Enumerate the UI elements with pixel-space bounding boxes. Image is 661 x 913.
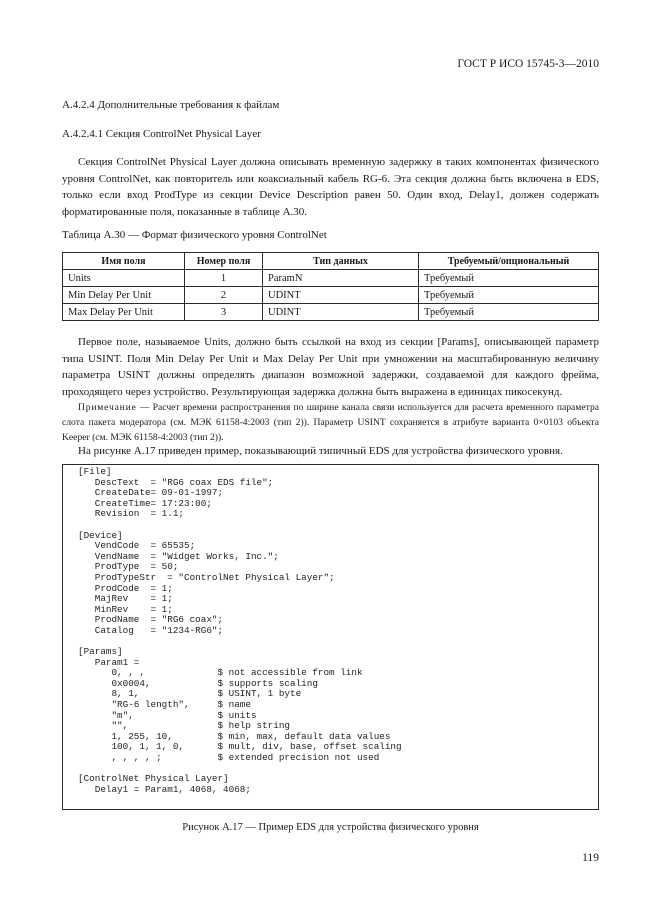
section-heading-a424: А.4.2.4 Дополнительные требования к файлам (62, 99, 280, 111)
table-row (63, 287, 599, 304)
code-line: Revision = 1.1; (78, 508, 185, 520)
section-heading-a4241: А.4.2.4.1 Секция ControlNet Physical Layer (62, 128, 261, 140)
code-line: 8, 1, $ USINT, 1 byte (78, 688, 302, 700)
table-cell: Требуемый (419, 270, 599, 287)
code-line: ProdType = 50; (78, 561, 179, 573)
table-caption: Таблица А.30 — Формат физического уровня ControlNet (62, 229, 327, 241)
code-line: 0x0004, $ supports scaling (78, 677, 318, 689)
code-line: ProdTypeStr = "ControlNet Physical Layer"; (78, 571, 335, 583)
column-header: Имя поля (63, 253, 185, 270)
table-cell: 2 (185, 287, 263, 304)
table-cell: Требуемый (419, 287, 599, 304)
running-header: ГОСТ Р ИСО 15745-3—2010 (457, 58, 599, 70)
table-row (63, 270, 599, 287)
format-table (62, 252, 599, 321)
column-header: Требуемый/опциональный (419, 253, 599, 270)
table-header-row (63, 253, 599, 270)
code-line: [ControlNet Physical Layer] (78, 773, 229, 785)
page-number: 119 (582, 852, 599, 864)
code-line: , , , , ; $ extended precision not used (78, 752, 380, 764)
paragraph-figure-ref: На рисунке А.17 приведен пример, показывающий типичный EDS для устройства физического уровня. (78, 445, 563, 457)
code-line: VendCode = 65535; (78, 540, 196, 552)
table-cell: Min Delay Per Unit (63, 287, 185, 304)
table-cell: Требуемый (419, 304, 599, 321)
paragraph-units: Первое поле, называемое Units, должно быть ссылкой на вход из секции [Params], описывающей параметр типа USINT. Поля Min Delay Per Unit и Max Delay Per Unit при умножении на масштабированную величину параметра USINT должны определять диапазон возможной задержки, создаваемой для каждого фрейма, проходящего через устройство. Результирующая задержка должна быть выражена в единицах пикосекунд. (62, 336, 599, 398)
figure-caption: Рисунок А.17 — Пример EDS для устройства физического уровня (182, 822, 479, 833)
note-label: Примечание (78, 402, 137, 413)
table-cell: Max Delay Per Unit (63, 304, 185, 321)
paragraph-physical-layer: Секция ControlNet Physical Layer должна описывать временную задержку в таких компонентах физического уровня ControlNet, как повторитель или коаксиальный кабель RG-6. Эта секция должна быть включена в EDS, только если вход ProdType из секции Device Description равен 50. Один вход, Delay1, должен содержать форматированные поля, показанные в таблице А.30. (62, 156, 599, 218)
code-line: CreateTime= 17:23:00; (78, 497, 212, 509)
code-line: ProdCode = 1; (78, 582, 173, 594)
code-line: 0, , , $ not accessible from link (78, 667, 363, 679)
note (62, 400, 599, 445)
code-line: 1, 255, 10, $ min, max, default data values (78, 730, 391, 742)
table-cell: UDINT (263, 287, 419, 304)
code-line: [Params] (78, 646, 123, 658)
code-listing (63, 465, 598, 795)
table-cell: 1 (185, 270, 263, 287)
code-line: "m", $ units (78, 709, 257, 721)
note-text: — Расчет времени распространения по ширине канала связи используется для расчета временного параметра слота пакета модератора (см. МЭК 61158-4:2003 (тип 2)). Параметр USINT сохраняется в атрибуте варианта 0×0103 объекта Keeper (см. МЭК 61158-4:2003 (тип 2)). (62, 402, 599, 443)
code-line: VendName = "Widget Works, Inc."; (78, 550, 279, 562)
code-line: Delay1 = Param1, 4068, 4068; (78, 783, 251, 795)
code-line: [Device] (78, 529, 123, 541)
code-line: "RG-6 length", $ name (78, 699, 251, 711)
code-line: 100, 1, 1, 0, $ mult, div, base, offset scaling (78, 741, 402, 753)
code-line: [File] (78, 466, 112, 477)
column-header: Тип данных (263, 253, 419, 270)
code-line: Catalog = "1234-RG6"; (78, 624, 224, 636)
code-line: ProdName = "RG6 coax"; (78, 614, 224, 626)
table-cell: UDINT (263, 304, 419, 321)
table-row (63, 304, 599, 321)
code-line: MinRev = 1; (78, 603, 173, 615)
code-line: CreateDate= 09-01-1997; (78, 487, 224, 499)
code-line: Param1 = (78, 656, 140, 668)
column-header: Номер поля (185, 253, 263, 270)
table-cell: 3 (185, 304, 263, 321)
code-line: "", $ help string (78, 720, 291, 732)
code-line: MajRev = 1; (78, 593, 173, 605)
table-cell: ParamN (263, 270, 419, 287)
code-listing-box (62, 464, 599, 810)
table-cell: Units (63, 270, 185, 287)
code-line: DescText = "RG6 coax EDS file"; (78, 476, 274, 488)
